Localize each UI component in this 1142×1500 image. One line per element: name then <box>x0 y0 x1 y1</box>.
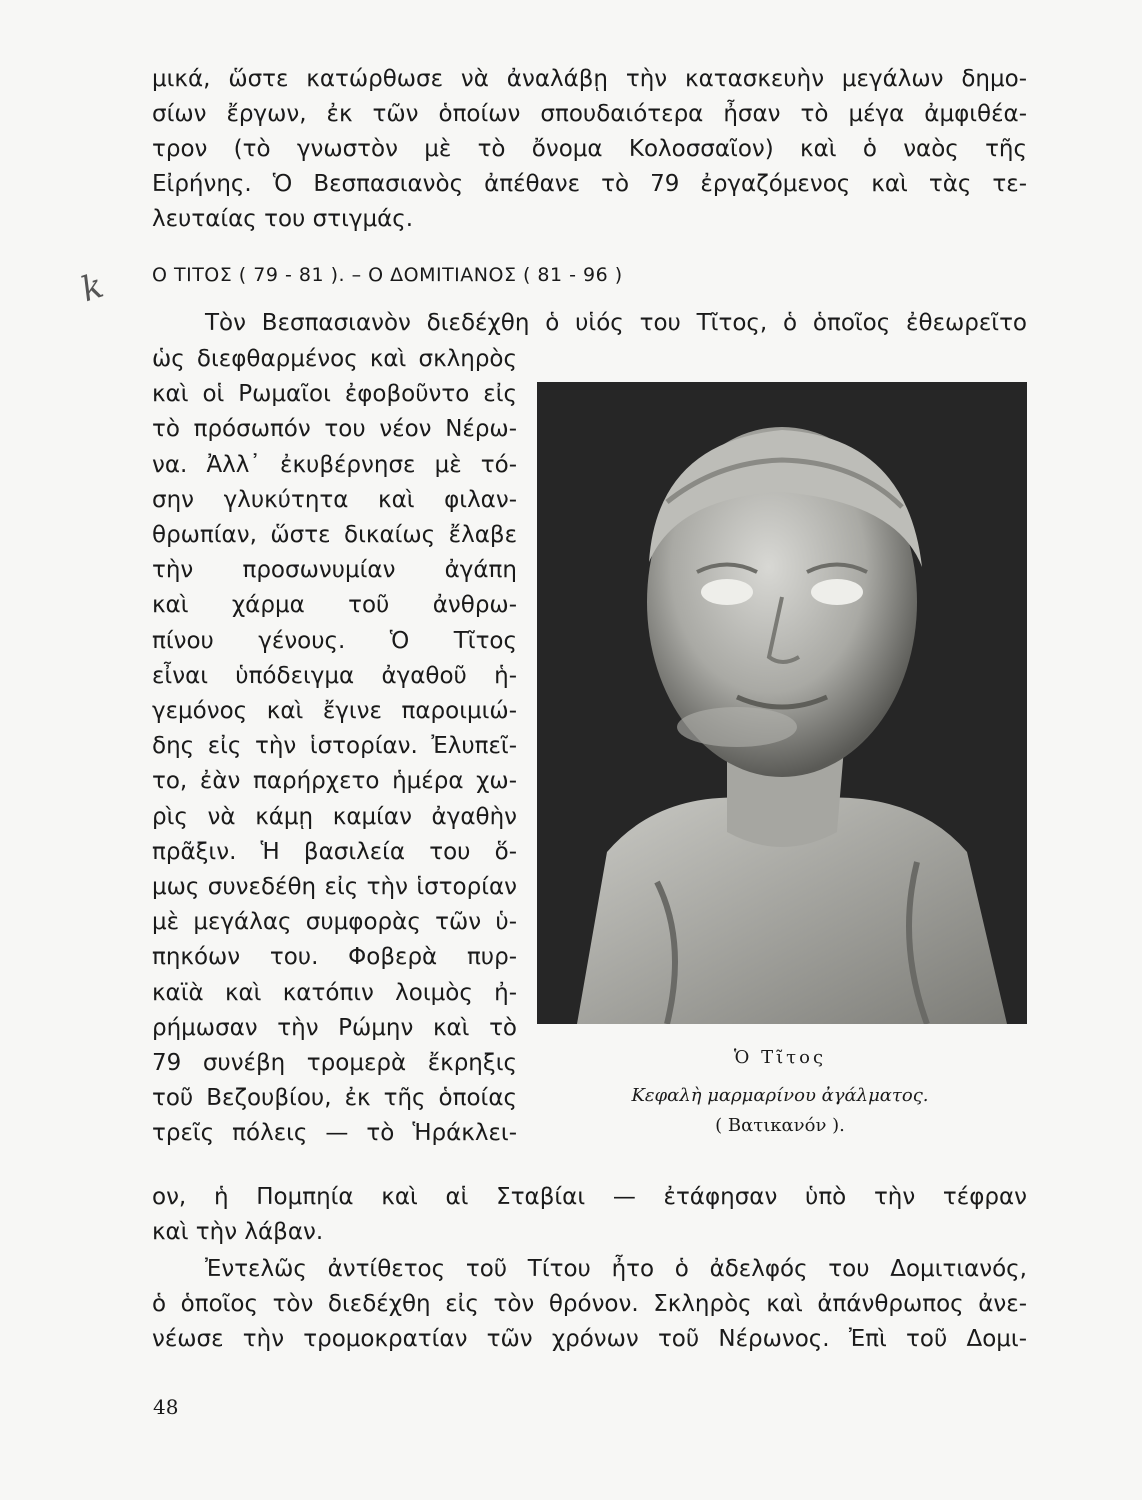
text-line: ὡς διεφθαρμένος καὶ σκληρὸς <box>152 346 517 372</box>
text-line: δης εἰς τὴν ἱστορίαν. Ἐλυπεῖ- <box>152 733 517 760</box>
text-line: καὶ τὴν λάβαν. <box>152 1219 324 1245</box>
text-line: να. Ἀλλ᾽ ἐκυβέρνησε μὲ τό- <box>152 451 517 478</box>
text-line: θρωπίαν, ὥστε δικαίως ἔλαβε <box>152 522 517 548</box>
text-line: καὶ χάρμα τοῦ ἀνθρω- <box>152 592 517 619</box>
text-line: ρὶς νὰ κάμῃ καμίαν ἀγαθὴν <box>152 803 517 830</box>
text-line: σίων ἔργων, ἐκ τῶν ὁποίων σπουδαιότερα ἦσαν τὸ μέγα ἀμφιθέα- <box>152 101 1027 127</box>
caption-line: ( Βατικανόν ). <box>715 1115 845 1136</box>
text-line: ον, ἡ Πομπηία καὶ αἱ Σταβίαι — ἐτάφησαν ὑπὸ τὴν τέφραν <box>152 1184 1027 1210</box>
bust-photo <box>537 382 1027 1024</box>
text-line: νέωσε τὴν τρομοκρατίαν τῶν χρόνων τοῦ Νέρωνος. Ἐπὶ τοῦ Δομι- <box>152 1326 1027 1352</box>
handwritten-margin-mark: k <box>76 265 109 311</box>
text-line: μικά, ὥστε κατώρθωσε νὰ ἀναλάβῃ τὴν κατασκευὴν μεγάλων δημο- <box>152 66 1027 92</box>
text-line: τὸ πρόσωπόν του νέον Νέρω- <box>152 416 517 443</box>
text-line: ὁ ὁποῖος τὸν διεδέχθη εἰς τὸν θρόνον. Σκληρὸς καὶ ἀπάνθρωπος ἀνε- <box>152 1291 1027 1317</box>
text-line: καϊὰ καὶ κατόπιν λοιμὸς ἠ- <box>152 979 517 1006</box>
marble-bust-image <box>537 382 1027 1024</box>
text-line: πρᾶξιν. Ἡ βασιλεία του ὅ- <box>152 838 517 865</box>
text-line: σην γλυκύτητα καὶ φιλαν- <box>152 486 517 513</box>
caption-line: Κεφαλὴ μαρμαρίνου ἀγάλματος. <box>631 1085 929 1106</box>
text-line: Τὸν Βεσπασιανὸν διεδέχθη ὁ υἱός του Τῖτος, ὁ ὁποῖος ἐθεωρεῖτο <box>205 310 1027 336</box>
text-line: μὲ μεγάλας συμφορὰς τῶν ὑ- <box>152 909 517 936</box>
text-line: τοῦ Βεζουβίου, ἐκ τῆς ὁποίας <box>152 1085 517 1112</box>
text-line: εἶναι ὑπόδειγμα ἀγαθοῦ ἡ- <box>152 662 517 689</box>
section-heading: Ο ΤΙΤΟΣ ( 79 - 81 ). – Ο ΔΟΜΙΤΙΑΝΟΣ ( 81 - 96 ) <box>152 264 623 286</box>
text-line: τρον (τὸ γνωστὸν μὲ τὸ ὄνομα Κολοσσαῖον) καὶ ὁ ναὸς τῆς <box>152 136 1027 162</box>
text-line: μως συνεδέθη εἰς τὴν ἱστορίαν <box>152 874 517 900</box>
text-line: Εἰρήνης. Ὁ Βεσπασιανὸς ἀπέθανε τὸ 79 ἐργαζόμενος καὶ τὰς τε- <box>152 171 1027 197</box>
text-line: τὴν προσωνυμίαν ἀγάπη <box>152 557 517 584</box>
text-line: το, ἐὰν παρήρχετο ἡμέρα χω- <box>152 768 517 795</box>
caption-title: Ὁ Τῖτος <box>733 1047 827 1068</box>
text-line: 79 συνέβη τρομερὰ ἔκρηξις <box>152 1050 517 1076</box>
text-line: λευταίας του στιγμάς. <box>152 206 414 232</box>
text-line: ρήμωσαν τὴν Ρώμην καὶ τὸ <box>152 1014 517 1041</box>
text-line: πίνου γένους. Ὁ Τῖτος <box>152 627 517 654</box>
text-line: πηκόων του. Φοβερὰ πυρ- <box>152 944 517 971</box>
text-line: τρεῖς πόλεις — τὸ Ἡράκλει- <box>152 1120 517 1147</box>
text-line: γεμόνος καὶ ἔγινε παροιμιώ- <box>152 698 517 724</box>
page-number: 48 <box>153 1395 179 1419</box>
text-line: Ἐντελῶς ἀντίθετος τοῦ Τίτου ἦτο ὁ ἀδελφός του Δομιτιανός, <box>205 1256 1027 1282</box>
text-line: καὶ οἱ Ρωμαῖοι ἐφοβοῦντο εἰς <box>152 381 517 408</box>
